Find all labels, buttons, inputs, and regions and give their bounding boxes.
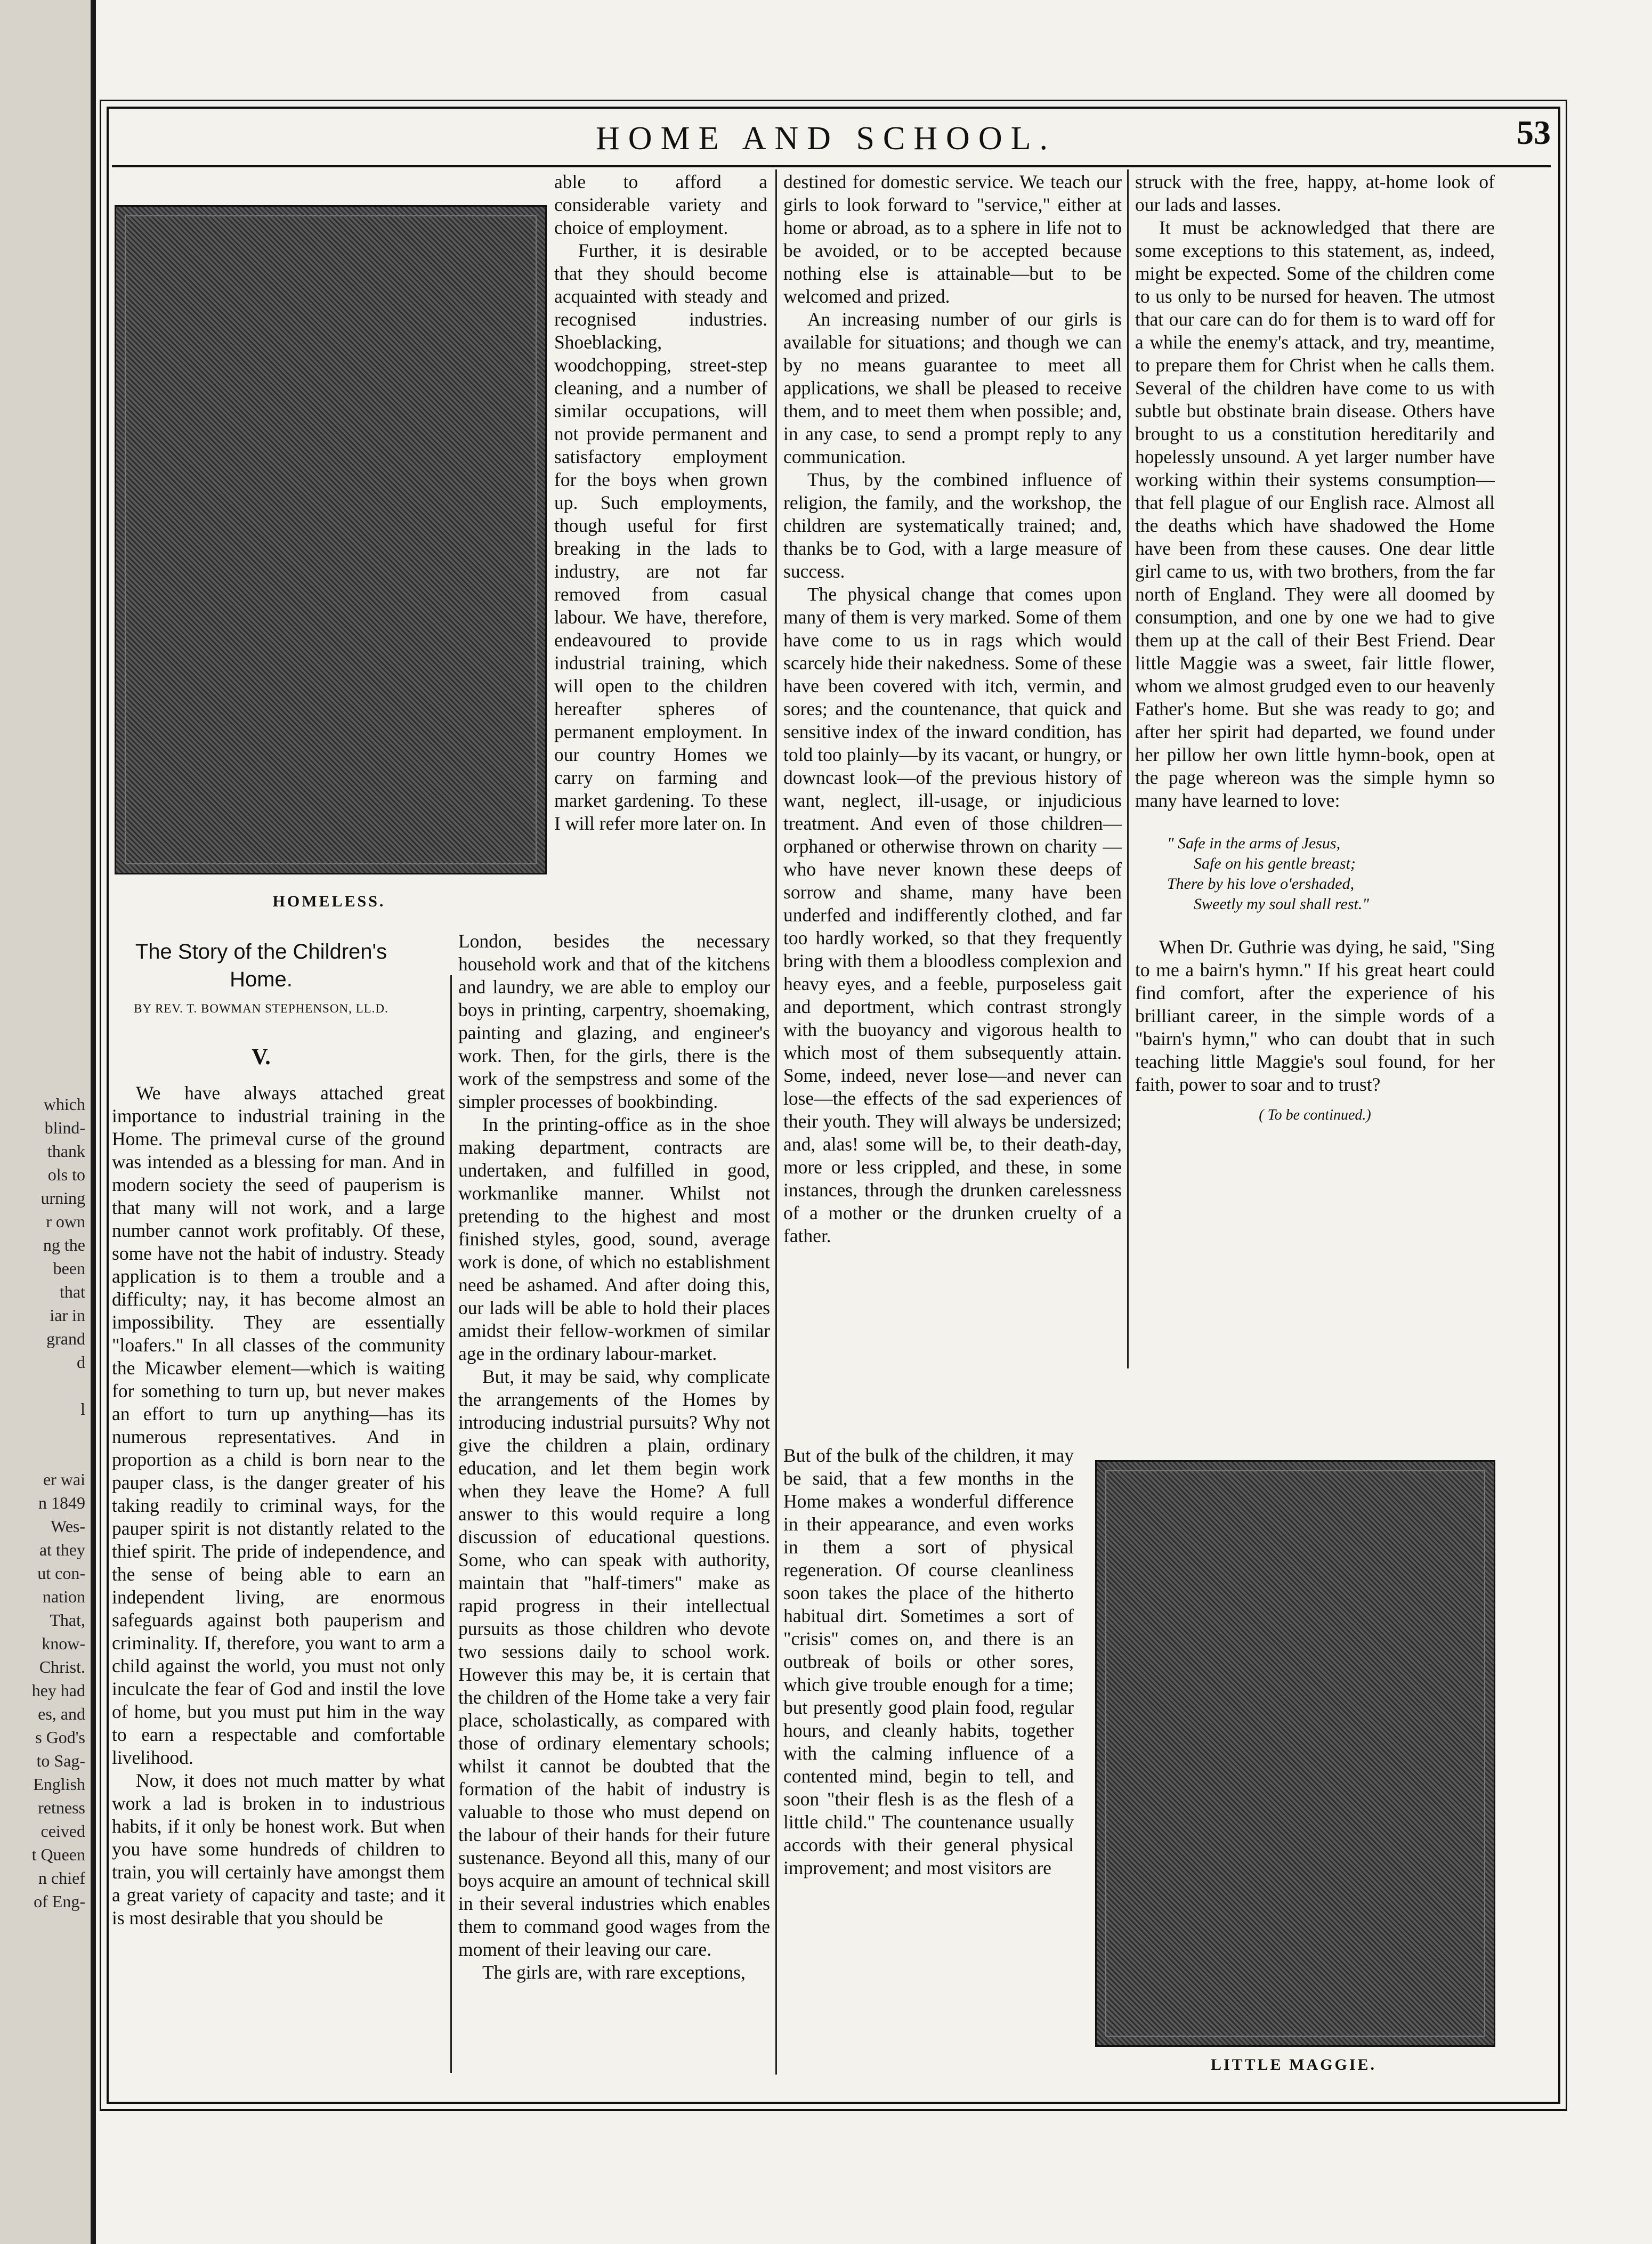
homeless-illustration [115,205,547,874]
column-4 [1135,171,1495,1396]
margin-fragment [0,1374,85,1397]
margin-fragment [0,1444,85,1468]
margin-fragment: er wai [43,1470,85,1489]
previous-page-edge [0,0,96,2244]
little-maggie-caption: LITTLE MAGGIE. [1210,2056,1377,2073]
paragraph: destined for domestic service. We teach our girls to look forward to "service," either at home or abroad, as to a sphere in life not to be avoided, or to be accepted because nothing else is attainable—but to be welcomed and prized. [783,171,1122,307]
margin-fragment: That, [50,1610,85,1630]
margin-fragment: t Queen [31,1845,85,1864]
portrait-inner-border [1105,1470,1485,2037]
margin-fragment: retness [38,1798,85,1817]
margin-fragment: at they [39,1540,85,1559]
previous-page-margin-text [0,1092,85,1913]
paragraph: Now, it does not much matter by what work a lad is broken in to industrious habits, if it only be honest work. But when you have some hundreds of children to train, you will certainly have amongst them a great variety of capacity and taste; and it is most desirable that you should be [112,1770,445,1929]
paragraph: We have always attached great importance to industrial training in the Home. The primeval curse of the ground was intended as a blessing for man. And in modern society the seed of pauperism is that many will not work, and a large number cannot work profitably. Of these, some have not the habit of industry. Steady application is to them a trouble and a difficulty; nay, it has become almost an impossibility. They are essentially "loafers." In all classes of the community the Micawber element—which is waiting for something to turn up, but never makes an effort to turn up anything—has its numerous representatives. And in proportion as a child is born near to the pauper class, is the danger greater of his taking readily to criminal ways, for the pauper spirit is not distantly related to the thief spirit. The pride of independence, and the sense of being able to earn an independent living, are enormous safeguards against both pauperism and criminality. If, therefore, you want to arm a child against the world, you must not only inculcate the fear of God and instil the love of home, but you must put him in the way to earn a respectable and comfortable livelihood. [112,1082,445,1768]
margin-fragment: that [60,1282,85,1301]
header-rule [112,165,1551,167]
paragraph: The physical change that comes upon many of them is very marked. Some of them have come to us in rags which would scarcely hide their nakedness. Some of these have been covered with itch, vermin, and sores; and the countenance, that quick and sensitive index of the inward condition, has told too plainly—by its vacant, or hungry, or downcast look—of the previous history of want, neglect, ill-usage, or injudicious treatment. And even of those children—orphaned or otherwise thrown on charity — who have never known these deeps of sorrow and shame, many have been underfed and indifferently clothed, and far too hardly worked, so that they frequently bring with them a bloodless complexion and heavy eyes, and a feeble, purposeless gait and deportment, which contrast strongly with the buoyancy and vigorous health to which most of them subsequently attain. Some, indeed, never lose—and never can lose—the effects of the sad experiences of their youth. They will always be undersized; and, alas! some will be, to their death-day, more or less crippled, and these, in some instances, through the drunken carelessness of a mother or the drunken cruelty of a father. [783,584,1122,1246]
article-title: The Story of the Children's Home. [135,940,387,991]
margin-fragment: know- [42,1634,85,1653]
margin-fragment: r own [46,1212,85,1231]
paragraph: able to afford a considerable variety and choice of employment. [554,171,767,238]
paragraph: It must be acknowledged that there are some exceptions to this statement, as, indeed, might be expected. Some of the children come to us only to be nursed for heaven. The utmost that our care can do for them is to ward off for a while the enemy's attack, and try, meantime, to prepare them for Christ when he calls them. Several of the children have come to us with subtle but obstinate brain disease. Others have brought to us a constitution hereditarily and hopelessly unsound. A yet larger number have working within their systems consumption—that fell plague of our English race. Almost all the deaths which have shadowed the Home have been from these causes. One dear little girl came to us, with two brothers, from the far north of England. They were all doomed by consumption, and one by one we had to give them up at the call of their Best Friend. Dear little Maggie was a sweet, fair little flower, whom we almost grudged even to our heavenly Father's home. But she was ready to go; and after her spirit had departed, we found under her pillow her own little hymn-book, open at the page whereon was the simple hymn so many have learned to love: [1135,217,1495,811]
margin-fragment: been [53,1259,85,1278]
paragraph: The girls are, with rare exceptions, [482,1962,746,1983]
margin-fragment: thank [47,1141,85,1161]
paragraph: struck with the free, happy, at-home look of our lads and lasses. [1135,171,1495,215]
margin-fragment: nation [43,1587,85,1606]
margin-fragment: d [77,1352,85,1372]
margin-fragment: English [33,1775,85,1794]
margin-fragment: ceived [41,1821,85,1841]
page-number: 53 [1517,114,1551,151]
paragraph: In the printing-office as in the shoe making department, contracts are undertaken, and fulfilled in good, workmanlike manner. Whilst not pretending to the highest and most finished styles, good, sound, average work is done, of which no establishment need be ashamed. And after doing this, our lads will be able to hold their places amidst their fellow-workmen of similar age in the ordinary labour-market. [458,1114,770,1364]
margin-fragment: grand [46,1329,85,1348]
margin-fragment: hey had [31,1681,85,1700]
hymn-line: Safe on his gentle breast; [1194,855,1356,872]
hymn-line: There by his love o'ershaded, [1167,875,1355,893]
margin-fragment: Wes- [51,1517,85,1536]
illustration-inner-border [125,215,537,864]
margin-fragment: l [80,1399,85,1419]
margin-fragment: n 1849 [38,1493,85,1512]
margin-fragment: s God's [35,1728,85,1747]
margin-fragment: Christ. [39,1657,85,1676]
column-3-bottom [783,1444,1074,2076]
paragraph: When Dr. Guthrie was dying, he said, "Sing to me a bairn's hymn." If his great heart could find comfort, after the experience of his brilliant career, in the simple words of a "bairn's hymn," who can doubt that in such teaching little Maggie's soul found, for her faith, power to soar and to trust? [1135,936,1495,1095]
margin-fragment: which [43,1095,85,1114]
hymn-line: " Safe in the arms of Jesus, [1167,835,1341,852]
margin-fragment: es, and [38,1704,85,1723]
running-head: HOME AND SCHOOL. [596,120,1056,157]
paragraph: Thus, by the combined influence of religion, the family, and the workshop, the children are systematically trained; and, thanks be to God, with a large measure of success. [783,469,1122,582]
margin-fragment: ng the [43,1235,85,1254]
paragraph: But of the bulk of the children, it may be said, that a few months in the Home makes a wonderful difference in their appearance, and even works in them a sort of physical regeneration. Of course cleanliness soon takes the place of the hitherto habitual dirt. Sometimes a sort of "crisis" comes on, and there is an outbreak of boils or other sores, which give trouble enough for a time; but presently good plain food, regular hours, and cleanly habits, together with the calming influence of a contented mind, begin to tell, and soon "their flesh is as the flesh of a little child." The countenance usually accords with their general physical improvement; and most visitors are [783,1445,1074,1878]
paragraph: An increasing number of our girls is available for situations; and though we can by no means guarantee to meet all applications, we shall be pleased to receive them, and to meet them when possible; and, in any case, to send a prompt reply to any communication. [783,309,1122,467]
column-2-top [554,171,767,927]
column-rule-3 [1127,169,1129,1368]
margin-fragment: n chief [38,1868,85,1887]
margin-fragment [0,1421,85,1444]
margin-fragment: ols to [47,1165,85,1184]
column-3-top [783,171,1122,1436]
section-number: V. [252,1045,271,1070]
hymn-line: Sweetly my soul shall rest." [1194,895,1369,913]
margin-fragment: of Eng- [34,1892,85,1911]
little-maggie-portrait [1095,1460,1495,2047]
margin-fragment: ut con- [37,1563,85,1583]
column-2-bottom [458,930,770,2076]
margin-fragment: blind- [44,1118,85,1137]
to-be-continued: ( To be continued.) [1259,1107,1371,1123]
column-1 [112,1082,445,2073]
paragraph: Further, it is desirable that they should become acquainted with steady and recognised industries. Shoeblacking, woodchopping, street-step cleaning, and a number of similar occupations, will not provide permanent and satisfactory employment for the boys when grown up. Such employments, though useful for first breaking in the lads to industry, are not far removed from casual labour. We have, therefore, endeavoured to provide industrial training, which will open to the children hereafter spheres of permanent employment. In our country Homes we carry on farming and market gardening. To these I will refer more later on. In [554,240,767,834]
paragraph: But, it may be said, why complicate the arrangements of the Homes by introducing industrial pursuits? Why not give the children a plain, ordinary education, and let them begin work when they leave the Home? A full answer to this would require a long discussion of educational questions. Some, who can speak with authority, maintain that "half-timers" make as rapid progress in their intellectual pursuits as those children who devote two sessions daily to school work. However this may be, it is certain that the children of the Home take a very fair place, scholastically, as compared with those of ordinary elementary schools; whilst it cannot be doubted that the formation of the habit of industry is valuable to those who must depend on the labour of their hands for their future sustenance. Beyond all this, many of our boys acquire an amount of technical skill in their several industries which enables them to command good wages from the moment of their leaving our care. [458,1366,770,1960]
margin-fragment: iar in [50,1306,85,1325]
article-byline: BY REV. T. BOWMAN STEPHENSON, LL.D. [134,1002,388,1015]
column-rule-2 [775,169,777,2075]
margin-fragment: to Sag- [36,1751,85,1770]
column-rule-1 [450,975,452,2073]
margin-fragment: urning [41,1188,85,1208]
paragraph: London, besides the necessary household work and that of the kitchens and laundry, we are able to employ our boys in printing, carpentry, shoemaking, painting and glazing, and engineer's work. Then, for the girls, there is the work of the sempstress and some of the simpler processes of bookbinding. [458,930,770,1112]
hymn-verse [1167,833,1495,914]
homeless-caption: HOMELESS. [272,893,386,910]
